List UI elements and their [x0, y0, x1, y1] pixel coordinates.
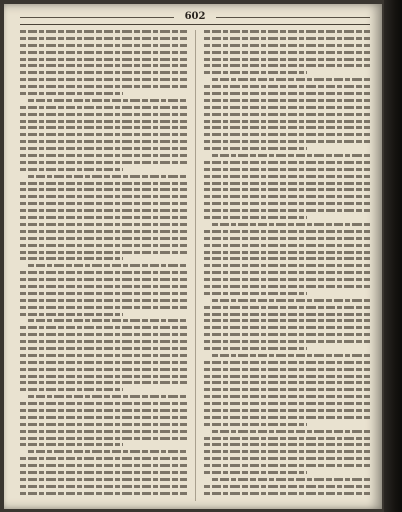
- illegible-text-line: [204, 368, 371, 371]
- illegible-text-line: [204, 326, 371, 329]
- illegible-text-line: [204, 437, 371, 440]
- illegible-text-line: [20, 381, 187, 384]
- illegible-text-line: [28, 319, 187, 322]
- illegible-text-line: [20, 271, 187, 274]
- illegible-text-line: [20, 471, 187, 474]
- illegible-text-line: [28, 99, 187, 102]
- illegible-text-line: [204, 402, 371, 405]
- illegible-text-line: [20, 430, 187, 433]
- illegible-text-line: [20, 464, 187, 467]
- illegible-text-line: [20, 388, 123, 391]
- illegible-text-line: [204, 44, 371, 47]
- illegible-text-line: [20, 457, 187, 460]
- header-rule-left: [20, 17, 174, 18]
- illegible-text-line: [204, 37, 371, 40]
- illegible-text-line: [204, 30, 371, 33]
- illegible-text-line: [204, 230, 371, 233]
- illegible-text-line: [204, 92, 371, 95]
- illegible-text-line: [204, 306, 371, 309]
- illegible-text-line: [204, 244, 371, 247]
- illegible-text-line: [204, 264, 371, 267]
- illegible-text-line: [204, 133, 371, 136]
- illegible-text-line: [204, 292, 307, 295]
- illegible-text-line: [204, 237, 371, 240]
- illegible-text-line: [20, 120, 187, 123]
- scanned-page: [4, 4, 382, 509]
- page-number: 602: [184, 11, 206, 22]
- illegible-text-line: [20, 58, 187, 61]
- illegible-text-line: [204, 113, 371, 116]
- illegible-text-line: [204, 202, 371, 205]
- illegible-text-line: [20, 182, 187, 185]
- illegible-text-line: [204, 409, 371, 412]
- illegible-text-line: [204, 168, 371, 171]
- illegible-text-line: [204, 492, 371, 495]
- illegible-text-line: [204, 381, 371, 384]
- two-column-body: [20, 30, 370, 501]
- illegible-text-line: [20, 313, 123, 316]
- illegible-text-line: [204, 161, 371, 164]
- illegible-text-line: [204, 471, 307, 474]
- illegible-text-line: [204, 147, 307, 150]
- illegible-text-line: [20, 133, 187, 136]
- illegible-text-line: [20, 423, 187, 426]
- illegible-text-line: [204, 257, 371, 260]
- illegible-text-line: [20, 340, 187, 343]
- illegible-text-line: [20, 230, 187, 233]
- illegible-text-line: [20, 326, 187, 329]
- illegible-text-line: [212, 223, 371, 226]
- header-rule-right: [216, 17, 370, 18]
- illegible-text-line: [20, 443, 123, 446]
- illegible-text-line: [204, 120, 371, 123]
- illegible-text-line: [20, 126, 187, 129]
- illegible-text-line: [204, 126, 371, 129]
- illegible-text-line: [20, 147, 187, 150]
- illegible-text-line: [204, 361, 371, 364]
- illegible-text-line: [204, 347, 307, 350]
- illegible-text-line: [204, 271, 371, 274]
- illegible-text-line: [20, 492, 187, 495]
- illegible-text-line: [204, 416, 371, 419]
- illegible-text-line: [20, 292, 187, 295]
- illegible-text-line: [20, 154, 187, 157]
- illegible-text-line: [20, 168, 123, 171]
- illegible-text-line: [20, 202, 187, 205]
- illegible-text-line: [204, 313, 371, 316]
- illegible-text-line: [204, 182, 371, 185]
- illegible-text-line: [204, 51, 371, 54]
- illegible-text-line: [20, 354, 187, 357]
- illegible-text-line: [204, 175, 371, 178]
- illegible-text-line: [204, 319, 371, 322]
- illegible-text-line: [204, 140, 371, 143]
- illegible-text-line: [204, 188, 371, 191]
- illegible-text-line: [20, 37, 187, 40]
- illegible-text-line: [204, 278, 371, 281]
- illegible-text-line: [20, 237, 187, 240]
- illegible-text-line: [204, 457, 371, 460]
- illegible-text-line: [20, 333, 187, 336]
- column-divider: [195, 30, 196, 501]
- illegible-text-line: [20, 106, 187, 109]
- illegible-text-line: [204, 485, 371, 488]
- illegible-text-line: [20, 361, 187, 364]
- illegible-text-line: [204, 333, 371, 336]
- illegible-text-line: [20, 92, 123, 95]
- illegible-text-line: [28, 450, 187, 453]
- illegible-text-line: [20, 368, 187, 371]
- illegible-text-line: [20, 113, 187, 116]
- illegible-text-line: [204, 340, 371, 343]
- illegible-text-line: [204, 395, 371, 398]
- illegible-text-line: [20, 485, 187, 488]
- illegible-text-line: [20, 251, 187, 254]
- illegible-text-line: [204, 423, 307, 426]
- text-column-right: [204, 30, 371, 501]
- illegible-text-line: [20, 64, 187, 67]
- illegible-text-line: [20, 347, 187, 350]
- illegible-text-line: [20, 85, 187, 88]
- illegible-text-line: [20, 278, 187, 281]
- illegible-text-line: [20, 244, 187, 247]
- illegible-text-line: [204, 58, 371, 61]
- illegible-text-line: [20, 71, 187, 74]
- illegible-text-line: [204, 71, 307, 74]
- illegible-text-line: [204, 388, 371, 391]
- illegible-text-line: [20, 44, 187, 47]
- illegible-text-line: [204, 216, 307, 219]
- illegible-text-line: [20, 51, 187, 54]
- illegible-text-line: [20, 299, 187, 302]
- illegible-text-line: [20, 437, 187, 440]
- illegible-text-line: [20, 188, 187, 191]
- illegible-text-line: [204, 464, 371, 467]
- illegible-text-line: [20, 416, 187, 419]
- illegible-text-line: [20, 375, 187, 378]
- illegible-text-line: [204, 106, 371, 109]
- illegible-text-line: [20, 257, 123, 260]
- illegible-text-line: [20, 409, 187, 412]
- illegible-text-line: [28, 175, 187, 178]
- illegible-text-line: [20, 30, 187, 33]
- illegible-text-line: [204, 450, 371, 453]
- illegible-text-line: [20, 216, 187, 219]
- illegible-text-line: [204, 251, 371, 254]
- illegible-text-line: [204, 209, 371, 212]
- illegible-text-line: [20, 223, 187, 226]
- page-header: [20, 10, 370, 25]
- illegible-text-line: [212, 78, 371, 81]
- illegible-text-line: [212, 299, 371, 302]
- illegible-text-line: [204, 85, 371, 88]
- illegible-text-line: [204, 375, 371, 378]
- illegible-text-line: [20, 402, 187, 405]
- illegible-text-line: [20, 306, 187, 309]
- illegible-text-line: [20, 195, 187, 198]
- illegible-text-line: [204, 285, 371, 288]
- illegible-text-line: [204, 195, 371, 198]
- illegible-text-line: [212, 478, 371, 481]
- illegible-text-line: [204, 99, 371, 102]
- illegible-text-line: [20, 161, 187, 164]
- illegible-text-line: [20, 478, 187, 481]
- illegible-text-line: [28, 395, 187, 398]
- book-spine-shadow: [384, 0, 402, 512]
- illegible-text-line: [212, 430, 371, 433]
- illegible-text-line: [20, 285, 187, 288]
- illegible-text-line: [28, 264, 187, 267]
- illegible-text-line: [212, 354, 371, 357]
- illegible-text-line: [204, 64, 371, 67]
- illegible-text-line: [20, 209, 187, 212]
- illegible-text-line: [20, 140, 187, 143]
- illegible-text-line: [212, 154, 371, 157]
- text-column-left: [20, 30, 187, 501]
- illegible-text-line: [20, 78, 187, 81]
- illegible-text-line: [204, 443, 371, 446]
